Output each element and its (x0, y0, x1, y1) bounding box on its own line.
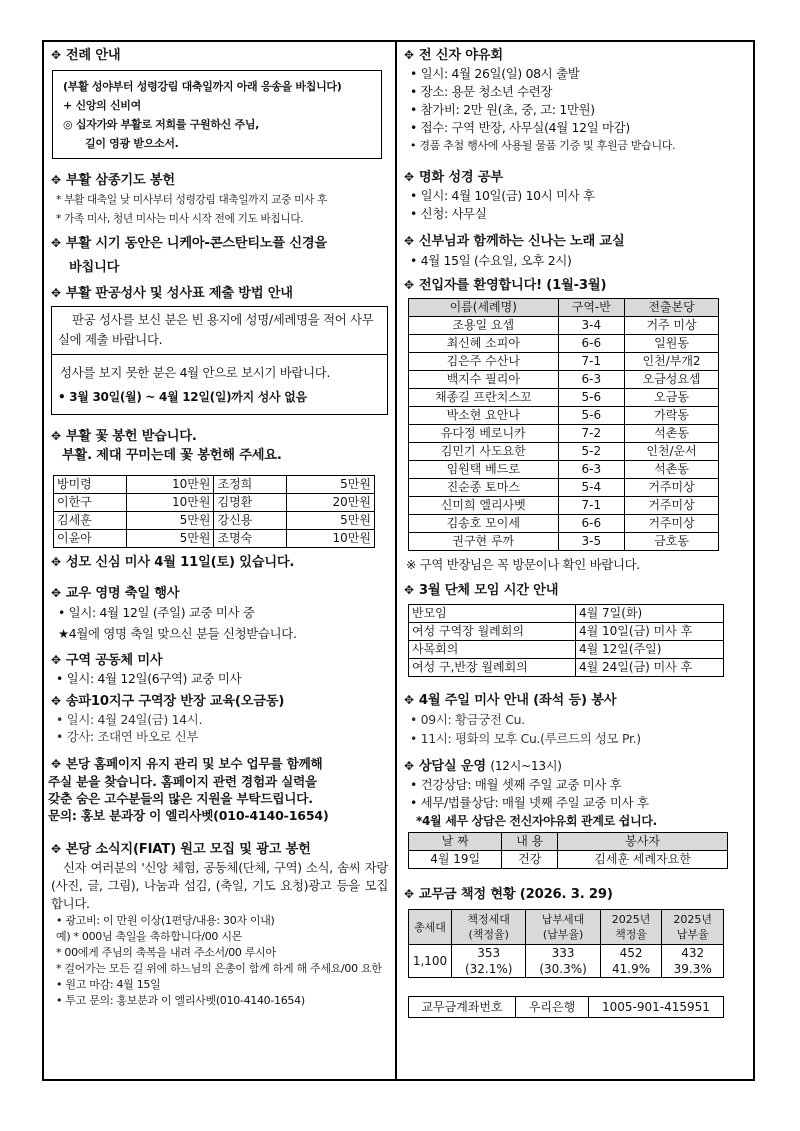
text-line: ★4월에 영명 축일 맞으신 분들 신청받습니다. (58, 626, 297, 641)
text-line: • 원고 마감: 4월 15일 (56, 978, 161, 991)
table-cell: 5만원 (126, 530, 214, 548)
table-row (409, 371, 719, 389)
table-cell: 1,100 (409, 945, 452, 978)
table-header: 내 용 (502, 833, 558, 851)
table-cell: 박소현 요안나 (409, 407, 559, 425)
table-cell: 일원동 (625, 335, 719, 353)
table-cell: 김세훈 세례자요한 (558, 851, 728, 869)
homepage-section (48, 755, 388, 824)
cell-value: 452 (619, 946, 643, 960)
section-title-cont: 바칩니다 (69, 260, 120, 275)
friendship-section (48, 584, 388, 645)
table-cell: 방미령 (54, 476, 127, 494)
dues-section (404, 885, 749, 1018)
table-cell: 6-6 (558, 515, 625, 533)
diamond-bullet-icon: ✥ (404, 693, 414, 707)
section-title: 부활 꽃 봉헌 받습니다. (65, 429, 197, 444)
cell-value: 333 (551, 946, 575, 960)
table-cell: 6-3 (558, 461, 625, 479)
cell-rate: 39.3% (673, 962, 712, 976)
table-cell: 조정희 (214, 476, 287, 494)
diamond-bullet-icon: ✥ (404, 759, 414, 773)
table-cell (452, 945, 526, 978)
box-line: 길이 영광 받으소서. (85, 137, 179, 150)
text-line: • 경품 추첨 행사에 사용될 물품 기증 및 후원금 받습니다. (410, 139, 676, 152)
diamond-bullet-icon: ✥ (404, 278, 414, 292)
table-cell: 7-2 (558, 425, 625, 443)
table-header: 책정세대 (책정율) (452, 910, 526, 945)
section-title: 본당 소식지(FIAT) 원고 모집 및 광고 봉헌 (65, 842, 311, 857)
table-cell: 금호동 (625, 533, 719, 551)
diamond-bullet-icon: ✥ (404, 48, 414, 62)
table-cell: 임원택 베드로 (409, 461, 559, 479)
text-line: • 일시: 4월 12일(6구역) 교중 미사 (56, 671, 242, 686)
table-cell (600, 945, 662, 978)
confession-box (51, 306, 388, 415)
table-cell: 10만원 (126, 476, 214, 494)
section-title: 전 신자 야유회 (418, 48, 503, 63)
table-cell: 4월 10일(금) 미사 후 (576, 623, 724, 641)
table-row (409, 623, 724, 641)
confession-section (48, 284, 388, 415)
counsel-table (408, 832, 728, 869)
section-title: 본당 홈페이지 유지 관리 및 보수 업무를 함께해 (65, 756, 323, 771)
table-cell: 건강 (502, 851, 558, 869)
diamond-bullet-icon: ✥ (51, 173, 61, 187)
table-row (409, 641, 724, 659)
cell-value: 353 (477, 946, 501, 960)
text-line: • 강사: 조대연 바오로 신부 (56, 729, 199, 744)
cell-rate: (30.3%) (539, 962, 587, 976)
table-cell: 10만원 (126, 494, 214, 512)
text-line: 주실 분을 찾습니다. 홈페이지 관련 경험과 실력을 (48, 774, 318, 789)
text-line: • 장소: 용문 청소년 수련장 (410, 84, 553, 99)
table-cell: 5만원 (126, 512, 214, 530)
mary-section (48, 553, 388, 572)
table-cell: 조용일 요셉 (409, 317, 559, 335)
text-line: * 가족 미사, 청년 미사는 미사 시작 전에 기도 바칩니다. (56, 213, 304, 225)
table-row (54, 494, 375, 512)
text-line: • 신청: 사무실 (410, 206, 487, 221)
box-line: (부활 성야부터 성령강림 대축일까지 아래 응송을 바칩니다) (63, 80, 342, 93)
table-cell: 여성 구역장 월례회의 (409, 623, 576, 641)
note-line: ※ 구역 반장님은 꼭 방문이나 확인 바랍니다. (406, 557, 640, 572)
text-line: *4월 세무 상담은 전신자야유회 관계로 쉽니다. (416, 814, 657, 828)
table-header: 2025년 납부율 (662, 910, 724, 945)
text-line: * 00에게 주님의 축복을 내려 주소서/00 루시아 (56, 946, 276, 959)
diamond-bullet-icon: ✥ (404, 234, 414, 248)
bible-section (404, 168, 749, 223)
table-row (409, 425, 719, 443)
table-row (409, 353, 719, 371)
table-cell: 7-1 (558, 353, 625, 371)
section-title: 성모 신심 미사 4월 11일(토) 있습니다. (65, 555, 295, 570)
table-cell: 5-6 (558, 389, 625, 407)
section-subtitle: 부활. 제대 꾸미는데 꽃 봉헌해 주세요. (62, 448, 282, 463)
creed-section (48, 232, 388, 281)
table-cell: 유다정 베로니카 (409, 425, 559, 443)
table-cell: 6-6 (558, 335, 625, 353)
newcomers-section (404, 276, 749, 573)
table-row (409, 515, 719, 533)
district-mass-section (48, 651, 388, 687)
table-cell: 5만원 (287, 476, 375, 494)
table-cell: 가락동 (625, 407, 719, 425)
table-cell: 김민기 사도요한 (409, 443, 559, 461)
table-cell: 4월 12일(주일) (576, 641, 724, 659)
table-cell: 진순종 토마스 (409, 479, 559, 497)
cell-rate: (32.1%) (464, 962, 513, 976)
table-cell: 권구현 루까 (409, 533, 559, 551)
table-cell: 강신용 (214, 512, 287, 530)
cell-value: 432 (681, 946, 705, 960)
table-cell: 10만원 (287, 530, 375, 548)
section-title-time: (12시~13시) (490, 759, 562, 773)
response-box (52, 70, 382, 159)
table-cell: 인천/운서 (625, 443, 719, 461)
section-title: 송파10지구 구역장 반장 교육(오금동) (65, 694, 285, 709)
newcomer-table (408, 298, 719, 551)
table-cell: 3-5 (558, 533, 625, 551)
table-cell: 오금성요셉 (625, 371, 719, 389)
picnic-section (404, 46, 749, 155)
table-cell: 4월 24일(금) 미사 후 (576, 659, 724, 677)
section-title: 명화 성경 공부 (418, 170, 503, 185)
table-cell: 백지수 필리아 (409, 371, 559, 389)
table-cell: 사목회의 (409, 641, 576, 659)
table-cell: 조명숙 (214, 530, 287, 548)
cell-rate: 41.9% (611, 962, 651, 976)
diamond-bullet-icon: ✥ (404, 887, 414, 901)
text-line: * 걸어가는 모든 길 위에 하느님의 은총이 함께 하게 해 주세요/00 요한 (56, 962, 382, 975)
text-line: • 접수: 구역 반장, 사무실(4월 12일 마감) (410, 120, 630, 135)
groups-section (404, 581, 749, 677)
songpa-section (48, 692, 388, 745)
box-line: ◎ 십자가와 부활로 저희를 구원하신 주님, (63, 118, 260, 131)
text-line: • 투고 문의: 홍보분과 이 엘리사벳(010-4140-1654) (56, 994, 305, 1007)
table-cell: 4월 19일 (409, 851, 502, 869)
diamond-bullet-icon: ✥ (51, 48, 61, 62)
text-line: * 부활 대축일 낮 미사부터 성령강림 대축일까지 교중 미사 후 (56, 194, 328, 206)
table-cell: 채종길 프란치스꼬 (409, 389, 559, 407)
section-title: 신부님과 함께하는 신나는 노래 교실 (418, 234, 625, 249)
text-paragraph: 신자 여러분의 '신앙 체험, 공동체(단체, 구역) 소식, 솜씨 자랑(사진, 글, 그림), 나눔과 섬김, (축일, 기도 요청)광고 등을 모집합니다. (51, 860, 388, 911)
table-row (409, 479, 719, 497)
table-cell: 김송호 모이세 (409, 515, 559, 533)
section-title: 구역 공동체 미사 (65, 653, 163, 668)
text-line: 갖춘 숨은 고수분들의 많은 지원을 부탁드립니다. (48, 791, 313, 806)
table-cell: 이한구 (54, 494, 127, 512)
table-cell: 20만원 (287, 494, 375, 512)
text-line: • 09시: 황금궁전 Cu. (410, 712, 525, 727)
flowers-section (48, 427, 388, 548)
liturgy-section (48, 46, 388, 159)
diamond-bullet-icon: ✥ (404, 583, 414, 597)
account-number: 1005-901-415951 (589, 997, 724, 1018)
box-text: • 3월 30일(월) ~ 4월 12일(일)까지 성사 없음 (58, 390, 307, 404)
table-row (409, 335, 719, 353)
table-cell: 김세훈 (54, 512, 127, 530)
table-cell: 3-4 (558, 317, 625, 335)
table-row (409, 659, 724, 677)
table-cell: 거주미상 (625, 515, 719, 533)
table-row (54, 476, 375, 494)
table-row (54, 530, 375, 548)
diamond-bullet-icon: ✥ (404, 170, 414, 184)
account-label: 교무금계좌번호 (409, 997, 516, 1018)
song-section (404, 232, 749, 271)
table-cell: 석촌동 (625, 461, 719, 479)
table-cell: 5-6 (558, 407, 625, 425)
service-section (404, 691, 749, 748)
table-cell (526, 945, 600, 978)
contact-line: 문의: 홍보 분과장 이 엘리사벳(010-4140-1654) (48, 808, 329, 823)
text-line: • 건강상담: 매월 셋째 주일 교중 미사 후 (410, 777, 622, 792)
table-header: 날 짜 (409, 833, 502, 851)
table-row (409, 533, 719, 551)
diamond-bullet-icon: ✥ (51, 236, 61, 250)
table-cell: 거주미상 (625, 479, 719, 497)
section-title: 4월 주일 미사 안내 (좌석 등) 봉사 (418, 693, 617, 708)
diamond-bullet-icon: ✥ (51, 429, 61, 443)
section-title: 부활 판공성사 및 성사표 제출 방법 안내 (65, 286, 293, 301)
text-line: • 4월 15일 (수요일, 오후 2시) (410, 253, 572, 268)
table-header: 2025년 책정율 (600, 910, 662, 945)
text-line: • 참가비: 2만 원(초, 중, 고: 1만원) (410, 102, 595, 117)
groups-table (408, 604, 724, 677)
text-line: • 광고비: 이 만원 이상(1편당/내용: 30자 이내) (56, 914, 275, 927)
table-cell: 이윤아 (54, 530, 127, 548)
text-line: • 11시: 평화의 모후 Cu.(루르드의 성모 Pr.) (410, 731, 641, 746)
table-cell: 김은주 수산나 (409, 353, 559, 371)
table-header: 총세대 (409, 910, 452, 945)
left-column (48, 46, 388, 1009)
diamond-bullet-icon: ✥ (51, 842, 61, 856)
diamond-bullet-icon: ✥ (51, 286, 61, 300)
section-title: 3월 단체 모임 시간 안내 (418, 583, 559, 598)
box-text: 판공 성사를 보신 분은 빈 용지에 성명/세례명을 적어 사무실에 제출 바랍니다. (52, 307, 387, 355)
table-cell: 여성 구,반장 월례회의 (409, 659, 576, 677)
table-cell: 최신혜 소피아 (409, 335, 559, 353)
table-cell: 6-3 (558, 371, 625, 389)
table-row (409, 389, 719, 407)
section-title: 상담실 운영 (418, 759, 486, 774)
table-header: 봉사자 (558, 833, 728, 851)
box-line: + 신앙의 신비여 (63, 99, 141, 112)
table-cell: 신미희 엘리사벳 (409, 497, 559, 515)
diamond-bullet-icon: ✥ (51, 586, 61, 600)
table-row (409, 317, 719, 335)
diamond-bullet-icon: ✥ (51, 653, 61, 667)
table-cell: 오금동 (625, 389, 719, 407)
dues-table (408, 909, 724, 978)
flower-table (53, 475, 375, 548)
counsel-section (404, 757, 749, 869)
table-row (409, 461, 719, 479)
diamond-bullet-icon: ✥ (51, 555, 61, 569)
table-cell: 거주 미상 (625, 317, 719, 335)
table-cell: 7-1 (558, 497, 625, 515)
text-line: • 일시: 4월 24일(금) 14시. (56, 712, 203, 727)
table-row (409, 497, 719, 515)
section-title: 부활 시기 동안은 니케아-콘스탄티노플 신경을 (65, 236, 327, 251)
table-cell: 반모임 (409, 605, 576, 623)
table-cell: 5-4 (558, 479, 625, 497)
section-title: 부활 삼종기도 봉헌 (65, 173, 175, 188)
text-line: • 세무/법률상담: 매월 넷째 주일 교중 미사 후 (410, 795, 649, 810)
table-cell (662, 945, 724, 978)
section-title: 전례 안내 (65, 48, 121, 63)
table-row (409, 443, 719, 461)
text-line: 예) * 000님 축일을 축하합니다/00 시몬 (56, 930, 242, 943)
text-line: • 일시: 4월 10일(금) 10시 미사 후 (410, 188, 595, 203)
box-text: 성사를 보지 못한 분은 4월 안으로 보시기 바랍니다. (60, 365, 331, 380)
prayer-section (48, 171, 388, 229)
table-header: 구역-반 (558, 299, 625, 317)
diamond-bullet-icon: ✥ (51, 694, 61, 708)
table-row (409, 407, 719, 425)
column-divider (395, 40, 397, 1081)
table-cell: 거주미상 (625, 497, 719, 515)
section-title: 교무금 책정 현황 (2026. 3. 29) (418, 887, 613, 902)
right-column (404, 46, 749, 1018)
diamond-bullet-icon: ✥ (51, 757, 61, 771)
table-header: 이름(세례명) (409, 299, 559, 317)
table-cell: 김명환 (214, 494, 287, 512)
account-table (408, 996, 724, 1018)
fiat-section (48, 840, 388, 1009)
table-cell: 5-2 (558, 443, 625, 461)
bank-name: 우리은행 (516, 997, 589, 1018)
section-title: 전입자를 환영합니다! (1월-3월) (418, 278, 607, 293)
text-line: • 일시: 4월 12일 (주일) 교중 미사 중 (58, 605, 255, 620)
text-line: • 일시: 4월 26일(일) 08시 출발 (410, 66, 580, 81)
section-title: 교우 영명 축일 행사 (65, 586, 180, 601)
table-cell: 석촌동 (625, 425, 719, 443)
table-header: 전출본당 (625, 299, 719, 317)
table-row (54, 512, 375, 530)
table-cell: 인천/부개2 (625, 353, 719, 371)
table-cell: 5만원 (287, 512, 375, 530)
table-row (409, 605, 724, 623)
table-header: 납부세대 (납부율) (526, 910, 600, 945)
table-cell: 4월 7일(화) (576, 605, 724, 623)
